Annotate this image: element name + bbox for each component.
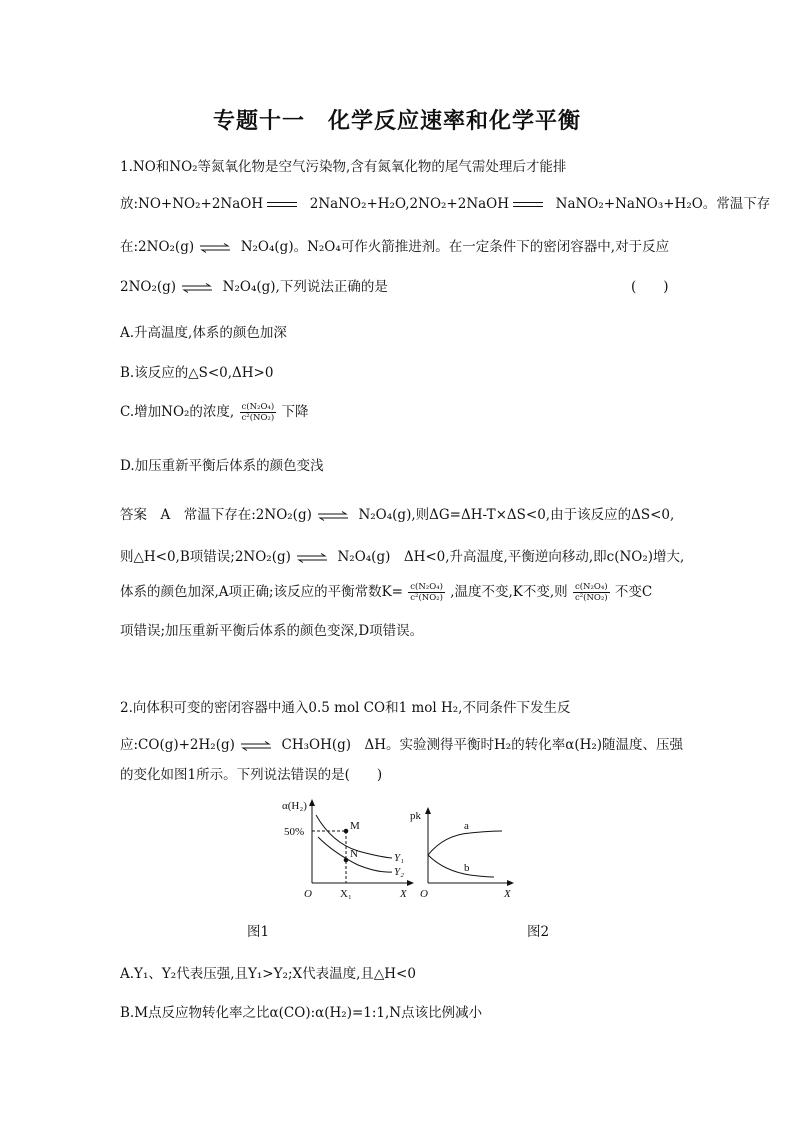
fraction-numerator: c(N₂O₄) — [574, 582, 608, 592]
reversible-arrow-icon — [180, 283, 214, 293]
reversible-arrow-icon — [295, 553, 329, 563]
q2-stem-line2 — [120, 733, 683, 753]
concentration-ratio-fraction — [573, 582, 610, 603]
fraction-denominator: c²(NO₂) — [241, 413, 275, 423]
q1-option-c-text: C.增加NO₂的浓度, — [120, 404, 235, 420]
figure-1-caption: 图1 — [247, 924, 270, 940]
fig1-tick-50: 50% — [284, 826, 305, 838]
point-n — [344, 858, 349, 863]
q1-option-b: B.该反应的△S<0,ΔH>0 — [120, 365, 274, 381]
q2-reaction-left: 应:CO(g)+2H₂(g) — [120, 737, 235, 753]
fig2-label-a: a — [464, 820, 469, 832]
curve-a — [428, 831, 502, 855]
fig2-y-label: pk — [410, 810, 421, 822]
equals-sign-icon — [267, 200, 297, 210]
point-m — [344, 829, 349, 834]
fig1-label-y1: Y₁ — [394, 852, 404, 864]
q1-question-text: N₂O₄(g),下列说法正确的是 — [222, 279, 388, 295]
reversible-arrow-icon — [316, 511, 350, 521]
fig1-label-m: M — [350, 820, 360, 832]
fig1-label-y2: Y₂ — [394, 866, 404, 878]
answer-text: N₂O₄(g),则ΔG=ΔH-T×ΔS<0,由于该反应的ΔS<0, — [358, 507, 675, 523]
fig1-origin: O — [304, 888, 312, 900]
q1-reaction-right: N₂O₄(g)。N₂O₄可作火箭推进剂。在一定条件下的密闭容器中,对于反应 — [240, 239, 670, 255]
fig2-origin: O — [420, 888, 428, 900]
figure-1-graph — [268, 795, 418, 905]
fig2-x-label: X — [504, 888, 511, 900]
page-title: 专题十一 化学反应速率和化学平衡 — [212, 108, 581, 134]
fig1-x-label: X — [400, 888, 407, 900]
q1-reaction2-left: 2NO₂(g) — [120, 279, 177, 295]
answer-blank: ( ) — [631, 279, 669, 295]
answer-label: 答案 A 常温下存在:2NO₂(g) — [120, 507, 312, 523]
q1-stem-line3 — [120, 235, 669, 255]
q1-option-d: D.加压重新平衡后体系的颜色变浅 — [120, 458, 324, 474]
fig1-y-label: α(H₂) — [282, 800, 307, 812]
q1-eq2-right: NaNO₂+NaNO₃+H₂O。常温下存 — [555, 196, 771, 212]
x-axis-arrow-icon — [507, 880, 514, 886]
q1-answer-line2 — [120, 545, 684, 565]
y-axis-arrow-icon — [309, 799, 315, 806]
q1-eq1-right: 2NaNO₂+H₂O,2NO₂+2NaOH — [309, 196, 510, 212]
equilibrium-constant-fraction — [408, 582, 445, 603]
q1-option-c — [120, 400, 308, 423]
equals-sign-icon — [513, 200, 543, 210]
fraction-denominator: c²(NO₂) — [410, 593, 443, 603]
curve-b — [428, 855, 494, 877]
figure-2-graph — [410, 805, 520, 900]
q2-stem-line1: 2.向体积可变的密闭容器中通入0.5 mol CO和1 mol H₂,不同条件下发生反 — [120, 700, 571, 716]
q1-reaction-left: 在:2NO₂(g) — [120, 239, 195, 255]
fig1-label-x1: X₁ — [340, 888, 352, 900]
figure-2-caption: 图2 — [527, 924, 550, 940]
fraction-numerator: c(N₂O₄) — [241, 402, 275, 412]
concentration-ratio-fraction — [240, 402, 277, 423]
answer-text: 体系的颜色加深,A项正确;该反应的平衡常数K= — [120, 584, 403, 600]
q2-option-b: B.M点反应物转化率之比α(CO):α(H₂)=1:1,N点该比例减小 — [120, 1005, 483, 1021]
q1-answer-line4: 项错误;加压重新平衡后体系的颜色变深,D项错误。 — [120, 623, 424, 639]
q1-stem-line2 — [120, 192, 770, 212]
reversible-arrow-icon — [198, 243, 232, 253]
answer-text: 不变C — [614, 584, 653, 600]
y-axis-arrow-icon — [425, 807, 431, 814]
answer-text: N₂O₄(g) ΔH<0,升高温度,平衡逆向移动,即c(NO₂)增大, — [337, 549, 685, 565]
q1-answer-line1 — [120, 503, 674, 523]
q2-option-a: A.Y₁、Y₂代表压强,且Y₁>Y₂;X代表温度,且△H<0 — [120, 966, 416, 982]
q1-stem-line1: 1.NO和NO₂等氮氧化物是空气污染物,含有氮氧化物的尾气需处理后才能排 — [120, 159, 567, 175]
answer-text: 则△H<0,B项错误;2NO₂(g) — [120, 549, 291, 565]
fraction-numerator: c(N₂O₄) — [410, 582, 443, 592]
fig1-label-n: N — [350, 848, 358, 860]
q1-answer-line3 — [120, 580, 652, 603]
q2-stem-line3: 的变化如图1所示。下列说法错误的是( ) — [120, 767, 383, 783]
q1-eq1-left: 放:NO+NO₂+2NaOH — [120, 196, 264, 212]
q1-stem-line4 — [120, 275, 388, 295]
q1-option-a: A.升高温度,体系的颜色加深 — [120, 325, 287, 341]
reversible-arrow-icon — [239, 741, 273, 751]
fig2-label-b: b — [464, 862, 470, 874]
q1-option-c-tail: 下降 — [281, 404, 309, 420]
answer-text: ,温度不变,K不变,则 — [450, 584, 568, 600]
fraction-denominator: c²(NO₂) — [574, 593, 608, 603]
q2-reaction-right: CH₃OH(g) ΔH。实验测得平衡时H₂的转化率α(H₂)随温度、压强 — [281, 737, 684, 753]
